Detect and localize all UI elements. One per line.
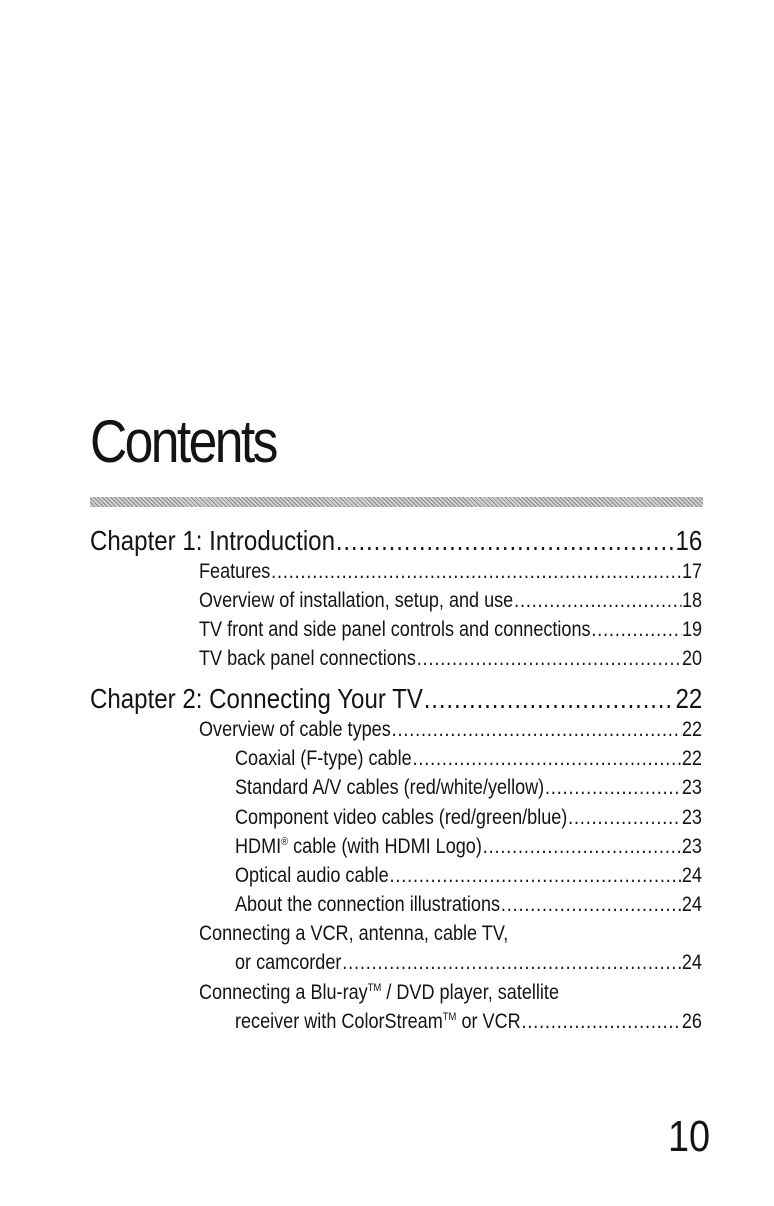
toc-entry-vcr-line1[interactable]: Connecting a VCR, antenna, cable TV, (199, 922, 509, 945)
toc-entry-page: 20 (682, 647, 703, 670)
toc-chapter-2[interactable] (90, 683, 702, 717)
toc-entry-page: 23 (681, 776, 702, 799)
dot-leader (591, 618, 681, 642)
dot-leader (413, 747, 682, 771)
toc-entry-page: 22 (681, 747, 702, 770)
dot-leader (342, 951, 681, 975)
toc-entry-page: 18 (682, 589, 703, 612)
toc-entry-page: 17 (682, 560, 703, 583)
bluray-text-rest: / DVD player, satellite (381, 981, 559, 1004)
toc-entry-standard-av[interactable] (235, 776, 702, 802)
toc-entry-page: 24 (681, 951, 702, 974)
toc-entry-title: or camcorder (235, 951, 342, 974)
toc-entry-title: Optical audio cable (235, 864, 389, 887)
page-title: Contents (90, 408, 276, 475)
toc-entry-title (235, 835, 482, 859)
hdmi-text-rest: cable (with HDMI Logo) (288, 835, 482, 858)
dot-leader (271, 560, 681, 584)
dot-leader (522, 1010, 682, 1034)
toc-entry-vcr[interactable] (235, 951, 702, 977)
dot-leader (545, 776, 681, 800)
toc-entry-title: Component video cables (red/green/blue) (235, 806, 568, 829)
title-divider (90, 497, 703, 507)
toc-entry-bluray-line1[interactable] (199, 981, 559, 1005)
bluray-text: Connecting a Blu-ray (199, 981, 368, 1004)
toc-entry-bluray[interactable] (235, 1010, 702, 1036)
dot-leader (568, 806, 681, 830)
toc-chapter-1[interactable] (90, 525, 702, 559)
toc-chapter-1-page: 16 (675, 525, 703, 556)
trademark-mark: TM (442, 1011, 457, 1023)
dot-leader (514, 589, 681, 613)
toc-entry-title: TV front and side panel controls and connections (199, 618, 591, 641)
dot-leader (417, 647, 681, 671)
toc-entry-hdmi[interactable] (235, 835, 702, 861)
toc-entry-title: Coaxial (F-type) cable (235, 747, 412, 770)
colorstream-text: receiver with ColorStream (235, 1010, 443, 1033)
toc-entry-title: Features (199, 560, 271, 583)
hdmi-text: HDMI (235, 835, 282, 858)
dot-leader (483, 835, 681, 859)
toc-entry-page: 22 (682, 718, 703, 741)
toc-entry-component-video[interactable] (235, 806, 702, 832)
toc-entry-optical-audio[interactable] (235, 864, 702, 890)
toc-entry-page: 23 (681, 806, 702, 829)
toc-entry-page: 23 (681, 835, 702, 858)
registered-mark: ® (281, 836, 289, 848)
toc-entry-title: Overview of cable types (199, 718, 391, 741)
colorstream-text-rest: or VCR (456, 1010, 521, 1033)
dot-leader (336, 525, 675, 557)
toc-entry-page: 19 (682, 618, 703, 641)
trademark-mark: TM (367, 982, 382, 994)
toc-entry-overview-installation[interactable] (199, 589, 702, 615)
toc-entry-title: About the connection illustrations (235, 893, 501, 916)
toc-entry-title (235, 1010, 521, 1034)
toc-chapter-2-page: 22 (675, 683, 703, 714)
toc-chapter-1-title: Chapter 1: Introduction (90, 525, 335, 556)
toc-chapter-2-title: Chapter 2: Connecting Your TV (90, 683, 423, 714)
toc-entry-title: TV back panel connections (199, 647, 416, 670)
page-number: 10 (668, 1112, 711, 1161)
dot-leader (389, 864, 681, 888)
toc-entry-front-side-panel[interactable] (199, 618, 702, 644)
toc-entry-cable-types[interactable] (199, 718, 702, 744)
toc-entry-title: Standard A/V cables (red/white/yellow) (235, 776, 545, 799)
toc-entry-back-panel[interactable] (199, 647, 702, 673)
toc-entry-page: 26 (681, 1010, 702, 1033)
toc-entry-connection-illustrations[interactable] (235, 893, 702, 919)
toc-entry-coaxial[interactable] (235, 747, 702, 773)
toc-entry-page: 24 (681, 864, 702, 887)
toc-entry-title: Overview of installation, setup, and use (199, 589, 514, 612)
dot-leader (501, 893, 681, 917)
dot-leader (424, 683, 675, 715)
dot-leader (392, 718, 682, 742)
toc-entry-page: 24 (681, 893, 702, 916)
toc-entry-features[interactable] (199, 560, 702, 586)
